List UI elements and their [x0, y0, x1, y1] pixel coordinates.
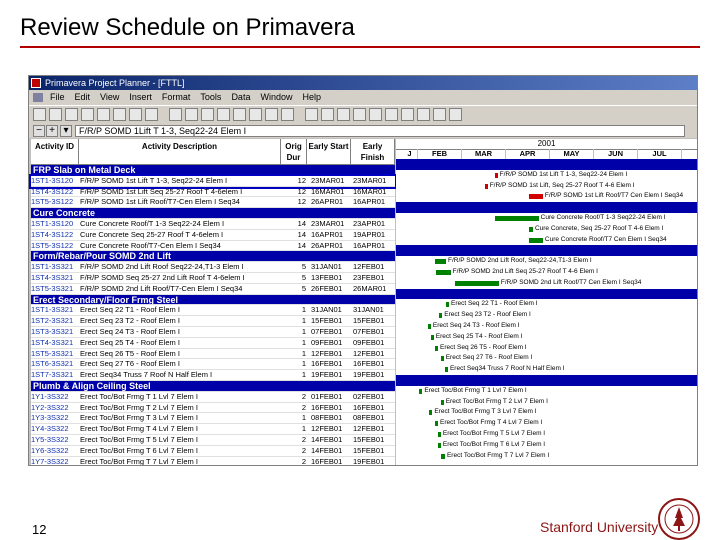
table-row[interactable]: [31, 413, 395, 424]
schedule-icon[interactable]: [305, 108, 318, 121]
table-row[interactable]: [31, 187, 395, 198]
orig-dur-cell: 1: [301, 413, 306, 423]
orig-dur-cell: 2: [301, 445, 306, 455]
group-label: Plumb & Align Ceiling Steel: [33, 381, 151, 391]
gantt-bar-label: F/R/P SOMD 2nd Lift Seq 25-27 Roof T 4-6 Elem I: [452, 268, 598, 275]
early-finish-cell: 31JAN01: [353, 305, 384, 315]
activity-description-cell: Erect Toc/Bot Frmg T 6 Lvl 7 Elem I: [80, 445, 198, 455]
gantt-bar[interactable]: [455, 281, 499, 286]
early-start-cell: 01FEB01: [311, 391, 343, 401]
group-band[interactable]: [31, 165, 395, 176]
activity-id-cell: 1ST5-3S321: [31, 348, 74, 358]
activity-description-cell: F/R/P SOMD 1st Lift Seq 25-27 Roof T 4-6elem I: [80, 186, 243, 196]
page-number: 12: [32, 522, 47, 537]
gantt-bar-label: F/R/P SOMD 1st Lift T 1-3, Seq22-24 Elem I: [499, 170, 628, 178]
activity-description-cell: Erect Toc/Bot Frmg T 7 Lvl 7 Elem I: [80, 456, 198, 466]
col-early-finish[interactable]: Early Finish: [351, 139, 395, 165]
early-finish-cell: 12FEB01: [353, 262, 385, 272]
early-finish-cell: 02FEB01: [353, 391, 385, 401]
timeline-month: APR: [506, 149, 550, 159]
activity-description-cell: Erect Toc/Bot Frmg T 3 Lvl 7 Elem I: [80, 413, 198, 423]
table-row[interactable]: [31, 424, 395, 435]
table-row[interactable]: [31, 316, 395, 327]
gantt-bar[interactable]: [485, 184, 488, 189]
funnel-icon[interactable]: [417, 108, 430, 121]
table-row[interactable]: [31, 392, 395, 403]
toolbar: [29, 105, 697, 125]
activity-id-cell: 1Y2-3S322: [31, 402, 69, 412]
gantt-bar[interactable]: [438, 443, 441, 448]
table-row[interactable]: [31, 435, 395, 446]
early-start-cell: 13FEB01: [311, 273, 343, 282]
early-finish-cell: 16MAR01: [353, 186, 387, 196]
activity-id-cell: 1ST7-3S321: [31, 370, 74, 380]
menu-item[interactable]: Help: [302, 92, 321, 102]
activity-id-cell: 1ST5-3S122: [31, 197, 74, 207]
activity-description-cell: F/R/P SOMD 2nd Lift Roof Seq22-24,T1-3 Elem I: [80, 262, 244, 272]
save-icon[interactable]: [65, 108, 78, 121]
table-row[interactable]: [31, 305, 395, 316]
gantt-bar[interactable]: [529, 238, 543, 243]
early-start-cell: 12FEB01: [311, 424, 343, 434]
menu-item[interactable]: Edit: [74, 92, 91, 102]
table-row[interactable]: [31, 327, 395, 338]
early-finish-cell: 23MAR01: [353, 175, 387, 185]
menu-bar: [29, 90, 697, 105]
early-start-cell: 16APR01: [311, 229, 344, 239]
early-start-cell: 16FEB01: [311, 359, 343, 369]
edit-bar: [29, 124, 697, 138]
col-early-start[interactable]: Early Start: [307, 139, 351, 165]
activity-id-cell: 1ST1-3S120: [31, 219, 74, 228]
orig-dur-cell: 5: [301, 262, 306, 272]
early-start-cell: 12FEB01: [311, 348, 343, 358]
print-preview-icon[interactable]: [97, 108, 110, 121]
gantt-bar-label: Erect Toc/Bot Frmg T 1 Lvl 7 Elem I: [424, 386, 527, 394]
gantt-bar[interactable]: [529, 227, 533, 232]
menu-item[interactable]: Data: [231, 92, 251, 102]
early-start-cell: 23MAR01: [311, 219, 345, 228]
activity-description-cell: Erect Seq 27 T6 - Roof Elem I: [80, 359, 180, 369]
early-start-cell: 16FEB01: [311, 456, 343, 466]
gantt-bar-label: Erect Toc/Bot Frmg T 7 Lvl 7 Elem I: [446, 451, 550, 459]
early-finish-cell: 23FEB01: [353, 273, 385, 282]
early-finish-cell: 08FEB01: [353, 413, 385, 423]
activity-id-cell: 1Y6-3S322: [31, 445, 69, 455]
table-row[interactable]: [31, 446, 395, 457]
table-row[interactable]: [31, 197, 395, 208]
activity-description-cell: F/R/P SOMD 1st Lift Roof/T7-Cen Elem I Seq34: [80, 197, 240, 207]
orig-dur-cell: 1: [301, 337, 306, 347]
activity-id-cell: 1ST4-3S122: [31, 229, 74, 239]
gantt-bar-label: F/R/P SOMD 1st Lift Roof/T7 Cen Elem I Seq34: [544, 192, 684, 200]
gantt-bar-label: Erect Toc/Bot Frmg T 3 Lvl 7 Elem I: [434, 408, 537, 416]
activity-description-cell: Cure Concrete Roof/T 1-3 Seq22-24 Elem I: [80, 219, 225, 228]
early-start-cell: 31JAN01: [311, 305, 342, 315]
table-icon[interactable]: [265, 108, 278, 121]
orig-dur-cell: 1: [301, 327, 306, 336]
group-label: Erect Secondary/Floor Frmg Steel: [33, 294, 179, 305]
zoom-icon[interactable]: [169, 108, 182, 121]
early-start-cell: 31JAN01: [311, 262, 342, 272]
activity-id-cell: 1ST4-3S321: [31, 337, 74, 347]
unlink-icon[interactable]: [233, 108, 246, 121]
help-icon[interactable]: [449, 108, 462, 121]
early-start-cell: 15FEB01: [311, 316, 343, 326]
table-row[interactable]: [31, 338, 395, 349]
early-start-cell: 07FEB01: [311, 327, 343, 336]
grid-icon[interactable]: [369, 108, 382, 121]
activity-description-cell: Erect Seq 24 T3 - Roof Elem I: [80, 327, 180, 336]
group-band[interactable]: [31, 251, 395, 262]
activity-description-cell: Cure Concrete Seq 25-27 Roof T 4-6elem I: [80, 229, 224, 239]
open-icon[interactable]: [49, 108, 62, 121]
timeline-month: JUL: [638, 149, 682, 159]
collapse-icon[interactable]: −: [33, 125, 45, 137]
group-band[interactable]: [31, 208, 395, 219]
activity-id-cell: 1ST2-3S321: [31, 316, 74, 326]
early-start-cell: 16FEB01: [311, 402, 343, 412]
gantt-bar[interactable]: [439, 313, 442, 318]
early-finish-cell: 15FEB01: [353, 435, 385, 444]
level-icon[interactable]: [321, 108, 334, 121]
early-finish-cell: 19APR01: [353, 229, 386, 239]
early-finish-cell: 23APR01: [353, 219, 386, 228]
bar-icon[interactable]: [249, 108, 262, 121]
table-row[interactable]: [31, 457, 395, 466]
table-row[interactable]: [31, 176, 395, 187]
orig-dur-cell: 1: [301, 305, 306, 315]
gantt-bar[interactable]: [428, 324, 431, 329]
early-finish-cell: 16APR01: [353, 197, 386, 207]
copy-icon[interactable]: [129, 108, 142, 121]
university-seal-icon: [658, 498, 700, 540]
gantt-bar-label: Erect Toc/Bot Frmg T 6 Lvl 7 Elem I: [442, 440, 546, 448]
activity-description-cell: Erect Toc/Bot Frmg T 5 Lvl 7 Elem I: [80, 435, 198, 444]
activity-description-cell: Erect Seq34 Truss 7 Roof N Half Elem I: [80, 370, 213, 380]
early-finish-cell: 16FEB01: [353, 402, 385, 412]
gantt-group-band: [396, 245, 697, 256]
activity-description-cell: F/R/P SOMD Seq 25-27 2nd Lift Roof T 4-6elem I: [80, 273, 245, 282]
early-start-cell: 26APR01: [311, 240, 344, 250]
gantt-bar[interactable]: [429, 410, 432, 415]
table-row[interactable]: [31, 219, 395, 230]
col-activity-id[interactable]: Activity ID: [31, 139, 79, 165]
table-row[interactable]: [31, 230, 395, 241]
table-row[interactable]: [31, 359, 395, 370]
orig-dur-cell: 12: [297, 175, 306, 185]
activity-id-cell: 1ST1-3S321: [31, 305, 74, 315]
gantt-bar[interactable]: [495, 216, 539, 221]
orig-dur-cell: 5: [301, 273, 306, 282]
gantt-bar[interactable]: [435, 421, 438, 426]
cut-icon[interactable]: [113, 108, 126, 121]
activity-description-cell: F/R/P SOMD 1st Lift T 1-3, Seq22-24 Elem I: [80, 175, 228, 185]
group-band[interactable]: [31, 381, 395, 392]
col-activity-description[interactable]: Activity Description: [79, 139, 281, 165]
activity-id-cell: 1ST5-3S122: [31, 240, 74, 250]
indent-icon[interactable]: [337, 108, 350, 121]
document-icon[interactable]: [33, 93, 43, 102]
activity-id-cell: 1ST4-3S122: [31, 186, 74, 196]
timeline-month: MAY: [550, 149, 594, 159]
link-icon[interactable]: [217, 108, 230, 121]
format-icon[interactable]: [401, 108, 414, 121]
gantt-bar-label: F/R/P SOMD 1st Lift, Seq 25-27 Roof T 4-6 Elem I: [489, 181, 635, 189]
early-start-cell: 14FEB01: [311, 445, 343, 455]
timeline-month: JUN: [594, 149, 638, 159]
early-start-cell: 19FEB01: [311, 370, 343, 380]
menu-item[interactable]: Format: [161, 92, 191, 102]
group-label: Cure Concrete: [33, 208, 96, 219]
chevron-down-icon[interactable]: ▾: [60, 125, 72, 137]
activity-description-cell: Erect Toc/Bot Frmg T 2 Lvl 7 Elem I: [80, 402, 198, 412]
table-row[interactable]: [31, 284, 395, 295]
table-row[interactable]: [31, 403, 395, 414]
gantt-bar-label: Erect Seq34 Truss 7 Roof N Half Elem I: [449, 365, 565, 373]
orig-dur-cell: 5: [301, 283, 306, 293]
orig-dur-cell: 1: [301, 359, 306, 369]
table-row[interactable]: [31, 273, 395, 284]
new-file-icon[interactable]: [33, 108, 46, 121]
col-orig-dur[interactable]: Orig Dur: [281, 139, 307, 165]
early-finish-cell: 15FEB01: [353, 445, 385, 455]
early-start-cell: 26FEB01: [311, 283, 343, 293]
gantt-group-band: [396, 159, 697, 170]
orig-dur-cell: 1: [301, 370, 306, 380]
early-start-cell: 23MAR01: [311, 175, 345, 185]
footer-organization: Stanford University: [540, 519, 659, 535]
menu-item[interactable]: Window: [260, 92, 293, 102]
gantt-bar-label: Erect Seq 26 T5 - Roof Elem I: [440, 343, 527, 351]
activity-id-cell: 1ST6-3S321: [31, 359, 74, 369]
gantt-bar[interactable]: [529, 194, 543, 199]
gantt-bar[interactable]: [435, 259, 446, 264]
timeline-year: 2001: [396, 139, 697, 150]
orig-dur-cell: 12: [297, 186, 306, 196]
gantt-bar-label: Erect Seq 24 T3 - Roof Elem I: [432, 322, 520, 329]
timeline-month: MAR: [462, 149, 506, 159]
activity-id-cell: 1Y5-3S322: [31, 435, 69, 444]
window-title: Primavera Project Planner - [FTTL]: [45, 78, 185, 88]
gantt-bar-label: F/R/P SOMD 2nd Lift Roof/T7 Cen Elem I Seq34: [500, 278, 642, 286]
early-finish-cell: 07FEB01: [353, 327, 385, 336]
early-finish-cell: 26MAR01: [353, 283, 387, 293]
outdent-icon[interactable]: [353, 108, 366, 121]
gantt-bar-label: Erect Seq 25 T4 - Roof Elem I: [435, 332, 523, 340]
activity-id-cell: 1Y7-3S322: [31, 456, 69, 466]
group-band[interactable]: [31, 295, 395, 306]
activity-description-cell: Erect Seq 22 T1 - Roof Elem I: [80, 305, 180, 315]
table-row[interactable]: [31, 370, 395, 381]
gantt-bar[interactable]: [441, 454, 445, 459]
gantt-bar[interactable]: [441, 356, 444, 361]
orig-dur-cell: 2: [301, 391, 306, 401]
gantt-bar[interactable]: [438, 432, 441, 437]
gantt-bar[interactable]: [446, 302, 449, 307]
gantt-bar[interactable]: [419, 389, 422, 394]
early-finish-cell: 12FEB01: [353, 424, 385, 434]
activity-description-cell: Erect Toc/Bot Frmg T 1 Lvl 7 Elem I: [80, 391, 198, 401]
menu-item[interactable]: Insert: [129, 92, 152, 102]
gantt-bar-label: Cure Concrete Roof/T 1-3 Seq22-24 Elem I: [540, 214, 666, 221]
early-finish-cell: 16FEB01: [353, 359, 385, 369]
slide-title: Review Schedule on Primavera: [20, 14, 355, 41]
gantt-bar[interactable]: [431, 335, 434, 340]
gantt-bar[interactable]: [495, 173, 498, 178]
calendar-icon[interactable]: [433, 108, 446, 121]
activity-description-cell: Erect Seq 26 T5 - Roof Elem I: [80, 348, 180, 358]
activity-id-cell: 1Y4-3S322: [31, 424, 69, 434]
gantt-group-band: [396, 202, 697, 213]
gantt-bar-label: Cure Concrete Roof/T7 Cen Elem I Seq34: [544, 235, 667, 243]
early-finish-cell: 12FEB01: [353, 348, 385, 358]
expand-icon[interactable]: +: [46, 125, 58, 137]
gantt-bar[interactable]: [435, 346, 438, 351]
activity-id-cell: 1ST1-3S120: [31, 175, 74, 185]
early-finish-cell: 09FEB01: [353, 337, 385, 347]
early-start-cell: 09FEB01: [311, 337, 343, 347]
activity-id-cell: 1Y3-3S322: [31, 413, 69, 423]
orig-dur-cell: 1: [301, 348, 306, 358]
columns-icon[interactable]: [385, 108, 398, 121]
activity-description-cell: Cure Concrete Roof/T7-Cen Elem I Seq34: [80, 240, 221, 250]
gantt-bar-label: Erect Seq 27 T6 - Roof Elem I: [445, 354, 533, 362]
early-start-cell: 14FEB01: [311, 435, 343, 444]
gantt-bar[interactable]: [441, 400, 444, 405]
orig-dur-cell: 14: [297, 219, 306, 228]
gantt-bar-label: Erect Seq 22 T1 - Roof Elem I: [451, 300, 538, 308]
orig-dur-cell: 1: [301, 424, 306, 434]
gantt-bar-label: F/R/P SOMD 2nd Lift Roof, Seq22-24,T1-3 Elem I: [448, 257, 592, 265]
activity-description-cell: Erect Seq 25 T4 - Roof Elem I: [80, 337, 180, 347]
orig-dur-cell: 2: [301, 456, 306, 466]
menu-item[interactable]: View: [100, 92, 120, 102]
gantt-bar-label: Erect Toc/Bot Frmg T 2 Lvl 7 Elem I: [445, 397, 548, 405]
activity-id-cell: 1ST5-3S321: [31, 283, 74, 293]
app-icon: [31, 78, 41, 88]
gantt-bar[interactable]: [445, 367, 448, 372]
activity-id-cell: 1Y1-3S322: [31, 391, 69, 401]
timeline-month: FEB: [418, 149, 462, 159]
primavera-window: [28, 75, 698, 466]
filter-icon[interactable]: [185, 108, 198, 121]
group-label: Form/Rebar/Pour SOMD 2nd Lift: [33, 251, 172, 262]
gantt-group-band: [396, 375, 697, 386]
early-start-cell: 26APR01: [311, 197, 344, 207]
activity-edit-field[interactable]: F/R/P SOMD 1Lift T 1-3, Seq22-24 Elem I: [75, 125, 685, 137]
activity-id-cell: 1ST4-3S321: [31, 273, 74, 282]
early-start-cell: 08FEB01: [311, 413, 343, 423]
orig-dur-cell: 12: [297, 197, 306, 207]
gantt-bar-label: Erect Toc/Bot Frmg T 4 Lvl 7 Elem I: [440, 419, 543, 427]
early-finish-cell: 15FEB01: [353, 316, 385, 326]
gantt-bar-label: Erect Toc/Bot Frmg T 5 Lvl 7 Elem I: [442, 430, 546, 437]
menu-item[interactable]: Tools: [200, 92, 222, 102]
table-row[interactable]: [31, 241, 395, 252]
gantt-bar-label: Erect Seq 23 T2 - Roof Elem I: [444, 311, 531, 319]
group-label: FRP Slab on Metal Deck: [33, 165, 136, 175]
orig-dur-cell: 2: [301, 435, 306, 444]
activity-table: [31, 139, 395, 465]
orig-dur-cell: 14: [297, 240, 306, 250]
orig-dur-cell: 2: [301, 402, 306, 412]
timeline-month: J: [402, 149, 418, 159]
activity-id-cell: 1ST1-3S321: [31, 262, 74, 272]
early-finish-cell: 19FEB01: [353, 370, 385, 380]
gantt-bar-label: Cure Concrete, Seq 25-27 Roof T 4-6 Elem I: [534, 224, 664, 232]
menu-item[interactable]: File: [50, 92, 65, 102]
sort-icon[interactable]: [201, 108, 214, 121]
activity-id-cell: 1ST3-3S321: [31, 327, 74, 336]
paste-icon[interactable]: [145, 108, 158, 121]
print-icon[interactable]: [81, 108, 94, 121]
orig-dur-cell: 1: [301, 316, 306, 326]
early-start-cell: 16MAR01: [311, 186, 345, 196]
layout-icon[interactable]: [281, 108, 294, 121]
activity-description-cell: Erect Toc/Bot Frmg T 4 Lvl 7 Elem I: [80, 424, 198, 434]
table-row[interactable]: [31, 349, 395, 360]
gantt-chart: [396, 139, 697, 465]
window-titlebar[interactable]: [29, 76, 697, 90]
orig-dur-cell: 14: [297, 229, 306, 239]
gantt-group-band: [396, 289, 697, 300]
early-finish-cell: 16APR01: [353, 240, 386, 250]
activity-description-cell: Erect Seq 23 T2 - Roof Elem I: [80, 316, 180, 326]
early-finish-cell: 19FEB01: [353, 456, 385, 466]
title-rule: [20, 46, 700, 48]
table-row[interactable]: [31, 262, 395, 273]
activity-description-cell: F/R/P SOMD 2nd Lift Roof/T7-Cen Elem I Seq34: [80, 283, 243, 293]
gantt-bar[interactable]: [436, 270, 450, 275]
